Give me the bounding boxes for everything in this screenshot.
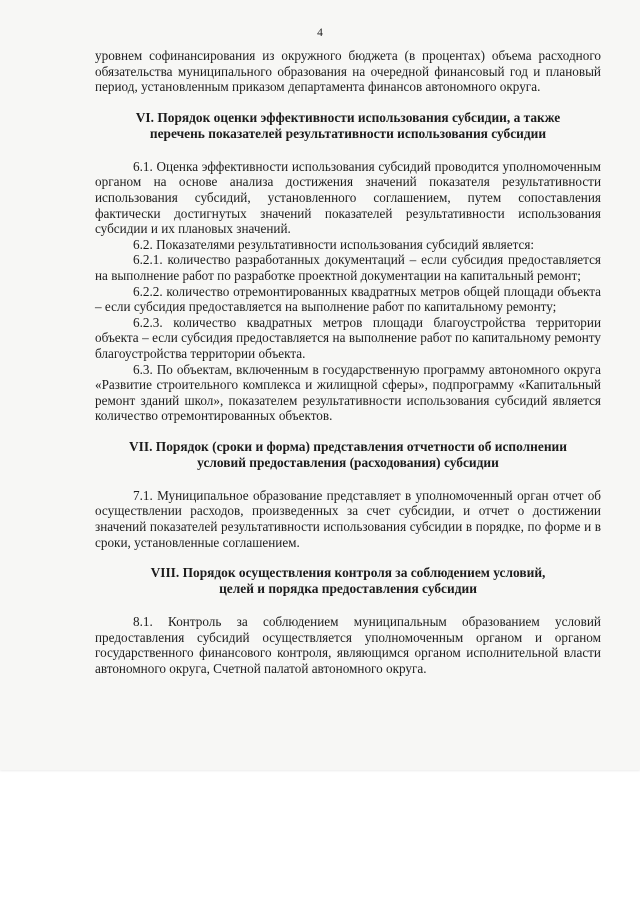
- section-6-heading-line-1: VI. Порядок оценки эффективности использования субсидии, а также: [135, 109, 561, 125]
- section-7-heading: [95, 439, 601, 471]
- intro-paragraph: уровнем софинансирования из окружного бюджета (в процентах) объема расходного обязательства муниципального образования на очередной финансовый год и плановый период, установленным приказом департамента финансов автономного округа.: [95, 48, 601, 95]
- section-6-heading: [95, 110, 601, 142]
- paragraph-6-2-2: 6.2.2. количество отремонтированных квадратных метров общей площади объекта – если субсидия предоставляется на выполнение работ по капитальному ремонту;: [95, 283, 601, 315]
- paragraph-7-1: 7.1. Муниципальное образование представляет в уполномоченный орган отчет об осуществлении расходов, произведенных за счет субсидии, и отчет о достижении значений показателей результативности использования субсидии в порядке, по форме и в сроки, установленные соглашением.: [95, 487, 601, 550]
- section-6-heading-line-2: перечень показателей результативности использования субсидии: [149, 125, 547, 141]
- paragraph-6-2-1: 6.2.1. количество разработанных документаций – если субсидия предоставляется на выполнение работ по разработке проектной документации на капитальный ремонт;: [95, 252, 601, 283]
- section-8-heading: [95, 565, 601, 597]
- paragraph-6-2-3: 6.2.3. количество квадратных метров площади благоустройства территории объекта – если субсидия предоставляется на выполнение работ по капитальному ремонту благоустройства территории объекта.: [95, 314, 601, 361]
- section-7-heading-line-1: VII. Порядок (сроки и форма) представления отчетности об исполнении: [129, 438, 567, 454]
- document-body: [95, 48, 601, 677]
- paragraph-6-2: 6.2. Показателями результативности использования субсидий является:: [133, 236, 535, 252]
- section-8-heading-line-1: VIII. Порядок осуществления контроля за соблюдением условий,: [150, 565, 546, 581]
- page-number: 4: [317, 27, 323, 39]
- paragraph-6-1: 6.1. Оценка эффективности использования субсидий проводится уполномоченным органом на основе анализа достижения значений показателя результативности использования субсидий, установленного соглашением, путем сопоставления фактически достигнутых значений показателей результативности использования субсидии и их плановых значений.: [95, 158, 601, 237]
- paragraph-6-3: 6.3. По объектам, включенным в государственную программу автономного округа «Развитие строительного комплекса и жилищной сферы», подпрограмму «Капитальный ремонт зданий школ», показателем результативности использования субсидий является количество отремонтированных объектов.: [95, 361, 601, 424]
- section-7-heading-line-2: условий предоставления (расходования) субсидии: [197, 454, 499, 470]
- section-8-heading-line-2: целей и порядка предоставления субсидии: [219, 581, 477, 597]
- paragraph-8-1: 8.1. Контроль за соблюдением муниципальным образованием условий предоставления субсидий осуществляется уполномоченным органом и органом государственного финансового контроля, являющимся органом исполнительной власти автономного округа, Счетной палатой автономного округа.: [95, 614, 601, 677]
